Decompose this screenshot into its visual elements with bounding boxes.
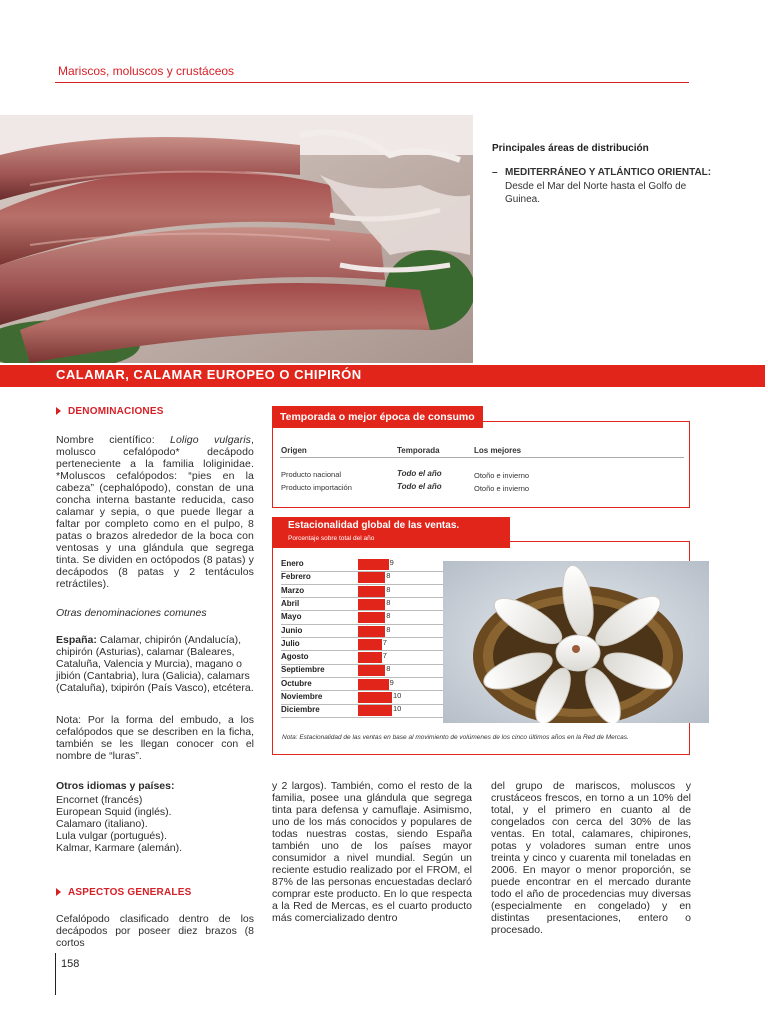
idiomas-list bbox=[56, 794, 254, 854]
col-header-mejores: Los mejores bbox=[474, 446, 522, 455]
page-number-rule bbox=[55, 953, 56, 995]
denominaciones-heading: DENOMINACIONES bbox=[56, 406, 164, 417]
bar bbox=[358, 639, 382, 650]
header-rule bbox=[55, 82, 689, 83]
denominaciones-body: Nombre científico: Loligo vulgaris, molusco cefalópodo* decápodo perteneciente a la familia loliginidae. *Moluscos cefalópodos: “pies en la cabeza” (cephalópodo), constan de una concha interna bastante reducida, caso calamar y sepia, o que puede llegar a faltar por completo como en el pulpo, 8 patas o brazos alrededor de la boca con ventosas y una glándula que segrega tinta. Se dividen en octópodos (8 patas) y decápodos (8 patas y 2 tentáculos retráctiles). bbox=[56, 434, 255, 590]
bar-value-label: 8 bbox=[386, 611, 391, 621]
region-name: MEDITERRÁNEO Y ATLÁNTICO ORIENTAL: bbox=[505, 167, 712, 178]
list-dash: – bbox=[492, 167, 498, 178]
idiomas-title: Otros idiomas y países: bbox=[56, 780, 175, 792]
bar bbox=[358, 692, 392, 703]
month-label: Abril bbox=[281, 598, 300, 608]
chart-note: Nota: Estacionalidad de las ventas en base al movimiento de volúmenes de los cinco últimos años en la Red de Mercas. bbox=[282, 734, 629, 741]
bar-value-label: 7 bbox=[382, 651, 387, 661]
month-label: Noviembre bbox=[281, 692, 323, 701]
espana-names: España: Calamar, chipirón (Andalucía), chipirón (Asturias), calamar (Baleares, Cataluña, Valencia y Murcia), magano o jibión (Cantabria), lura (Galicia), calamars (Cataluña), txipirón (País Vasco), etcétera. bbox=[56, 634, 254, 694]
bar bbox=[358, 599, 385, 610]
temporada-title: Temporada o mejor época de consumo bbox=[272, 406, 483, 428]
month-label: Febrero bbox=[281, 572, 311, 582]
page-number: 158 bbox=[61, 958, 80, 970]
bar-value-label: 10 bbox=[393, 691, 402, 700]
table-cell: Producto importación bbox=[281, 483, 352, 492]
bar bbox=[358, 665, 385, 676]
aspectos-col1: Cefalópodo clasificado dentro de los decápodos por poseer diez brazos (8 cortos bbox=[56, 913, 254, 949]
list-item: Lula vulgar (portugués). bbox=[56, 830, 167, 842]
distribution-text bbox=[492, 166, 712, 207]
bar-value-label: 9 bbox=[389, 558, 394, 567]
bar-value-label: 8 bbox=[386, 664, 391, 674]
month-label: Diciembre bbox=[281, 705, 320, 715]
month-label: Enero bbox=[281, 559, 304, 568]
bar-value-label: 8 bbox=[386, 597, 391, 607]
squid-photo bbox=[0, 115, 473, 363]
month-label: Marzo bbox=[281, 585, 305, 595]
section-header: Mariscos, moluscos y crustáceos bbox=[58, 64, 235, 78]
bar bbox=[358, 572, 385, 583]
chart-title: Estacionalidad global de las ventas. bbox=[288, 520, 460, 531]
month-label: Octubre bbox=[281, 678, 312, 688]
bullet-marker-icon bbox=[56, 888, 61, 896]
table-rule bbox=[280, 457, 684, 458]
distribution-title: Principales áreas de distribución bbox=[492, 143, 649, 154]
bar bbox=[358, 679, 389, 690]
bar bbox=[358, 705, 392, 716]
month-label: Junio bbox=[281, 625, 303, 635]
col-header-temporada: Temporada bbox=[397, 446, 440, 455]
aspectos-col2: y 2 largos). También, como el resto de la familia, posee una glándula que segrega tinta para defensa y camuflaje. Asimismo, uno de los más conocidos y populares de todas nuestras costas, siendo España también uno de los países mayor consumidor a nivel mundial. Según un reciente estudio realizado por el FROM, el 87% de las personas encuestadas declaró comprar este producto. En lo que respecta a la Red de Mercas, es el cuarto producto más comercializado dentro bbox=[272, 780, 472, 924]
squid-basket-photo bbox=[443, 561, 709, 723]
list-item: Calamaro (italiano). bbox=[56, 818, 148, 830]
row-rule bbox=[281, 717, 443, 718]
bar bbox=[358, 586, 385, 597]
otras-denominaciones-title: Otras denominaciones comunes bbox=[56, 607, 207, 619]
bar-value-label: 9 bbox=[389, 677, 394, 687]
bar bbox=[358, 612, 385, 623]
table-cell: Todo el año bbox=[397, 482, 442, 491]
bar bbox=[358, 559, 389, 570]
month-label: Mayo bbox=[281, 612, 302, 622]
list-item: Encornet (francés) bbox=[56, 794, 143, 806]
aspectos-heading: ASPECTOS GENERALES bbox=[56, 887, 191, 898]
table-cell: Todo el año bbox=[397, 469, 442, 478]
month-label: Septiembre bbox=[281, 665, 325, 675]
table-cell: Otoño e invierno bbox=[474, 471, 530, 480]
table-cell: Otoño e invierno bbox=[474, 484, 530, 493]
bar bbox=[358, 652, 382, 663]
bar-value-label: 10 bbox=[393, 704, 402, 714]
product-title: CALAMAR, CALAMAR EUROPEO O CHIPIRÓN bbox=[56, 367, 362, 382]
month-label: Julio bbox=[281, 638, 300, 648]
bar-value-label: 8 bbox=[386, 624, 391, 634]
bar-value-label: 8 bbox=[386, 571, 391, 581]
bar-value-label: 7 bbox=[382, 637, 387, 647]
bar bbox=[358, 626, 385, 637]
aspectos-col3: del grupo de mariscos, moluscos y crustáceos frescos, en torno a un 10% del total, y el primero en cuanto al de congelados con cerca del 30% de las ventas. En total, calamares, chipirones, potas y voladores suman entre unos treinta y cinco y cuarenta mil toneladas en 2006. En mayor o menor proporción, se puede encontrar en el mercado durante todo el año de procedencias muy diversas (especialmente en congelado) y en distintas presentaciones, entero o procesado. bbox=[491, 780, 691, 936]
bullet-marker-icon bbox=[56, 407, 61, 415]
col-header-origen: Origen bbox=[281, 446, 307, 455]
list-item: Kalmar, Karmare (alemán). bbox=[56, 842, 183, 854]
region-description: Desde el Mar del Norte hasta el Golfo de Guinea. bbox=[505, 180, 687, 205]
month-label: Agosto bbox=[281, 652, 309, 662]
distribution-item bbox=[492, 166, 712, 207]
chart-subtitle: Porcentaje sobre total del año bbox=[288, 535, 375, 542]
nota-luras: Nota: Por la forma del embudo, a los cefalópodos que se describen en la ficha, también se les llegan conocer con el nombre de “luras”. bbox=[56, 714, 254, 762]
bar-value-label: 8 bbox=[386, 584, 391, 594]
list-item: European Squid (inglés). bbox=[56, 806, 172, 818]
table-cell: Producto nacional bbox=[281, 470, 342, 479]
scientific-name: Loligo vulgaris bbox=[170, 434, 251, 446]
temporada-table bbox=[272, 421, 690, 508]
